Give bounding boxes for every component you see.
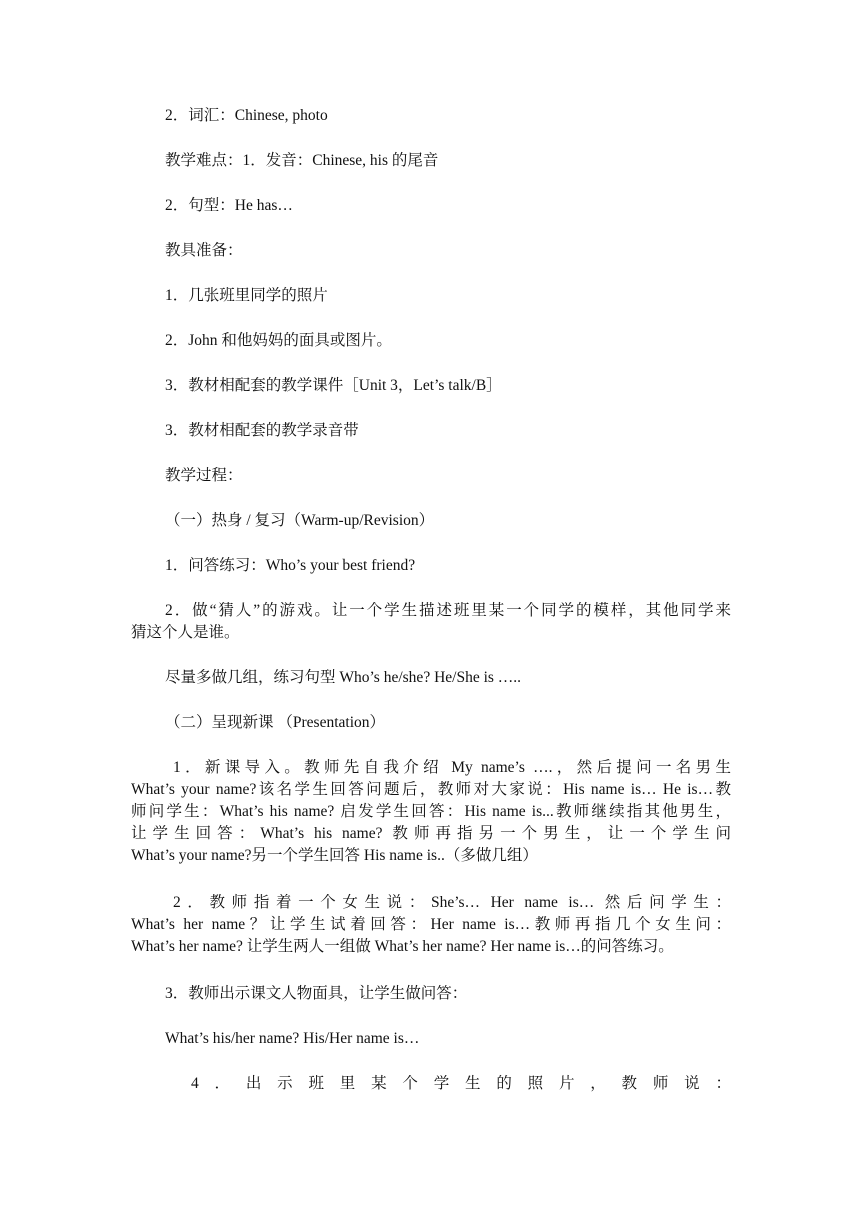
difficulty-line: 教学难点：1．发音：Chinese, his 的尾音 [165,152,439,169]
warmup-step-1: 1．问答练习：Who’s your best friend? [165,557,416,574]
paragraph-line: What’s your name?该名学生回答问题后，教师对大家说：His name is… He is…教 [131,781,731,798]
step-3-line: 3．教师出示课文人物面具，让学生做问答： [165,985,468,1002]
paragraph-line: 猜这个人是谁。 [131,624,240,641]
presentation-heading: （二）呈现新课 （Presentation） [165,714,385,731]
process-heading: 教学过程： [165,467,243,484]
materials-heading: 教具准备： [165,242,243,259]
paragraph-line: 让学生回答：What’s his name? 教师再指另一个男生，让一个学生问 [131,825,731,842]
intro-paragraph [131,757,731,867]
materials-item-2: 2．John 和他妈妈的面具或图片。 [165,332,392,349]
vocab-line: 2．词汇：Chinese, photo [165,107,328,124]
paragraph-line: 2．教师指着一个女生说：She’s… Her name is… 然后问学生： [173,894,731,911]
materials-item-4: 3．教材相配套的教学录音带 [165,422,359,439]
sentence-pattern-line: 2．句型：He has… [165,197,293,214]
paragraph-line: 1．新课导入。教师先自我介绍 My name’s ….，然后提问一名男生 [173,759,731,776]
materials-item-1: 1．几张班里同学的照片 [165,287,328,304]
paragraph-line: 2．做“猜人”的游戏。让一个学生描述班里某一个同学的模样，其他同学来 [165,602,731,619]
paragraph-line: What’s her name？让学生试着回答：Her name is…教师再指几个女生问： [131,916,731,933]
step-4-line: 4．出示班里某个学生的照片，教师说： [191,1075,731,1092]
paragraph-line: What’s your name?另一个学生回答 His name is..（多做几组） [131,847,538,864]
guess-game-paragraph [131,600,731,644]
paragraph-line: 师问学生：What’s his name? 启发学生回答：His name is...教师继续指其他男生， [131,803,731,820]
step-3-dialog: What’s his/her name? His/Her name is… [165,1030,420,1047]
materials-item-3: 3．教材相配套的教学课件［Unit 3，Let’s talk/B］ [165,377,502,394]
girl-name-paragraph [131,892,731,958]
practice-line: 尽量多做几组，练习句型 Who’s he/she? He/She is ….. [165,669,522,686]
warmup-heading: （一）热身 / 复习（Warm-up/Revision） [165,512,435,529]
paragraph-line: What’s her name? 让学生两人一组做 What’s her name? Her name is…的问答练习。 [131,938,674,955]
